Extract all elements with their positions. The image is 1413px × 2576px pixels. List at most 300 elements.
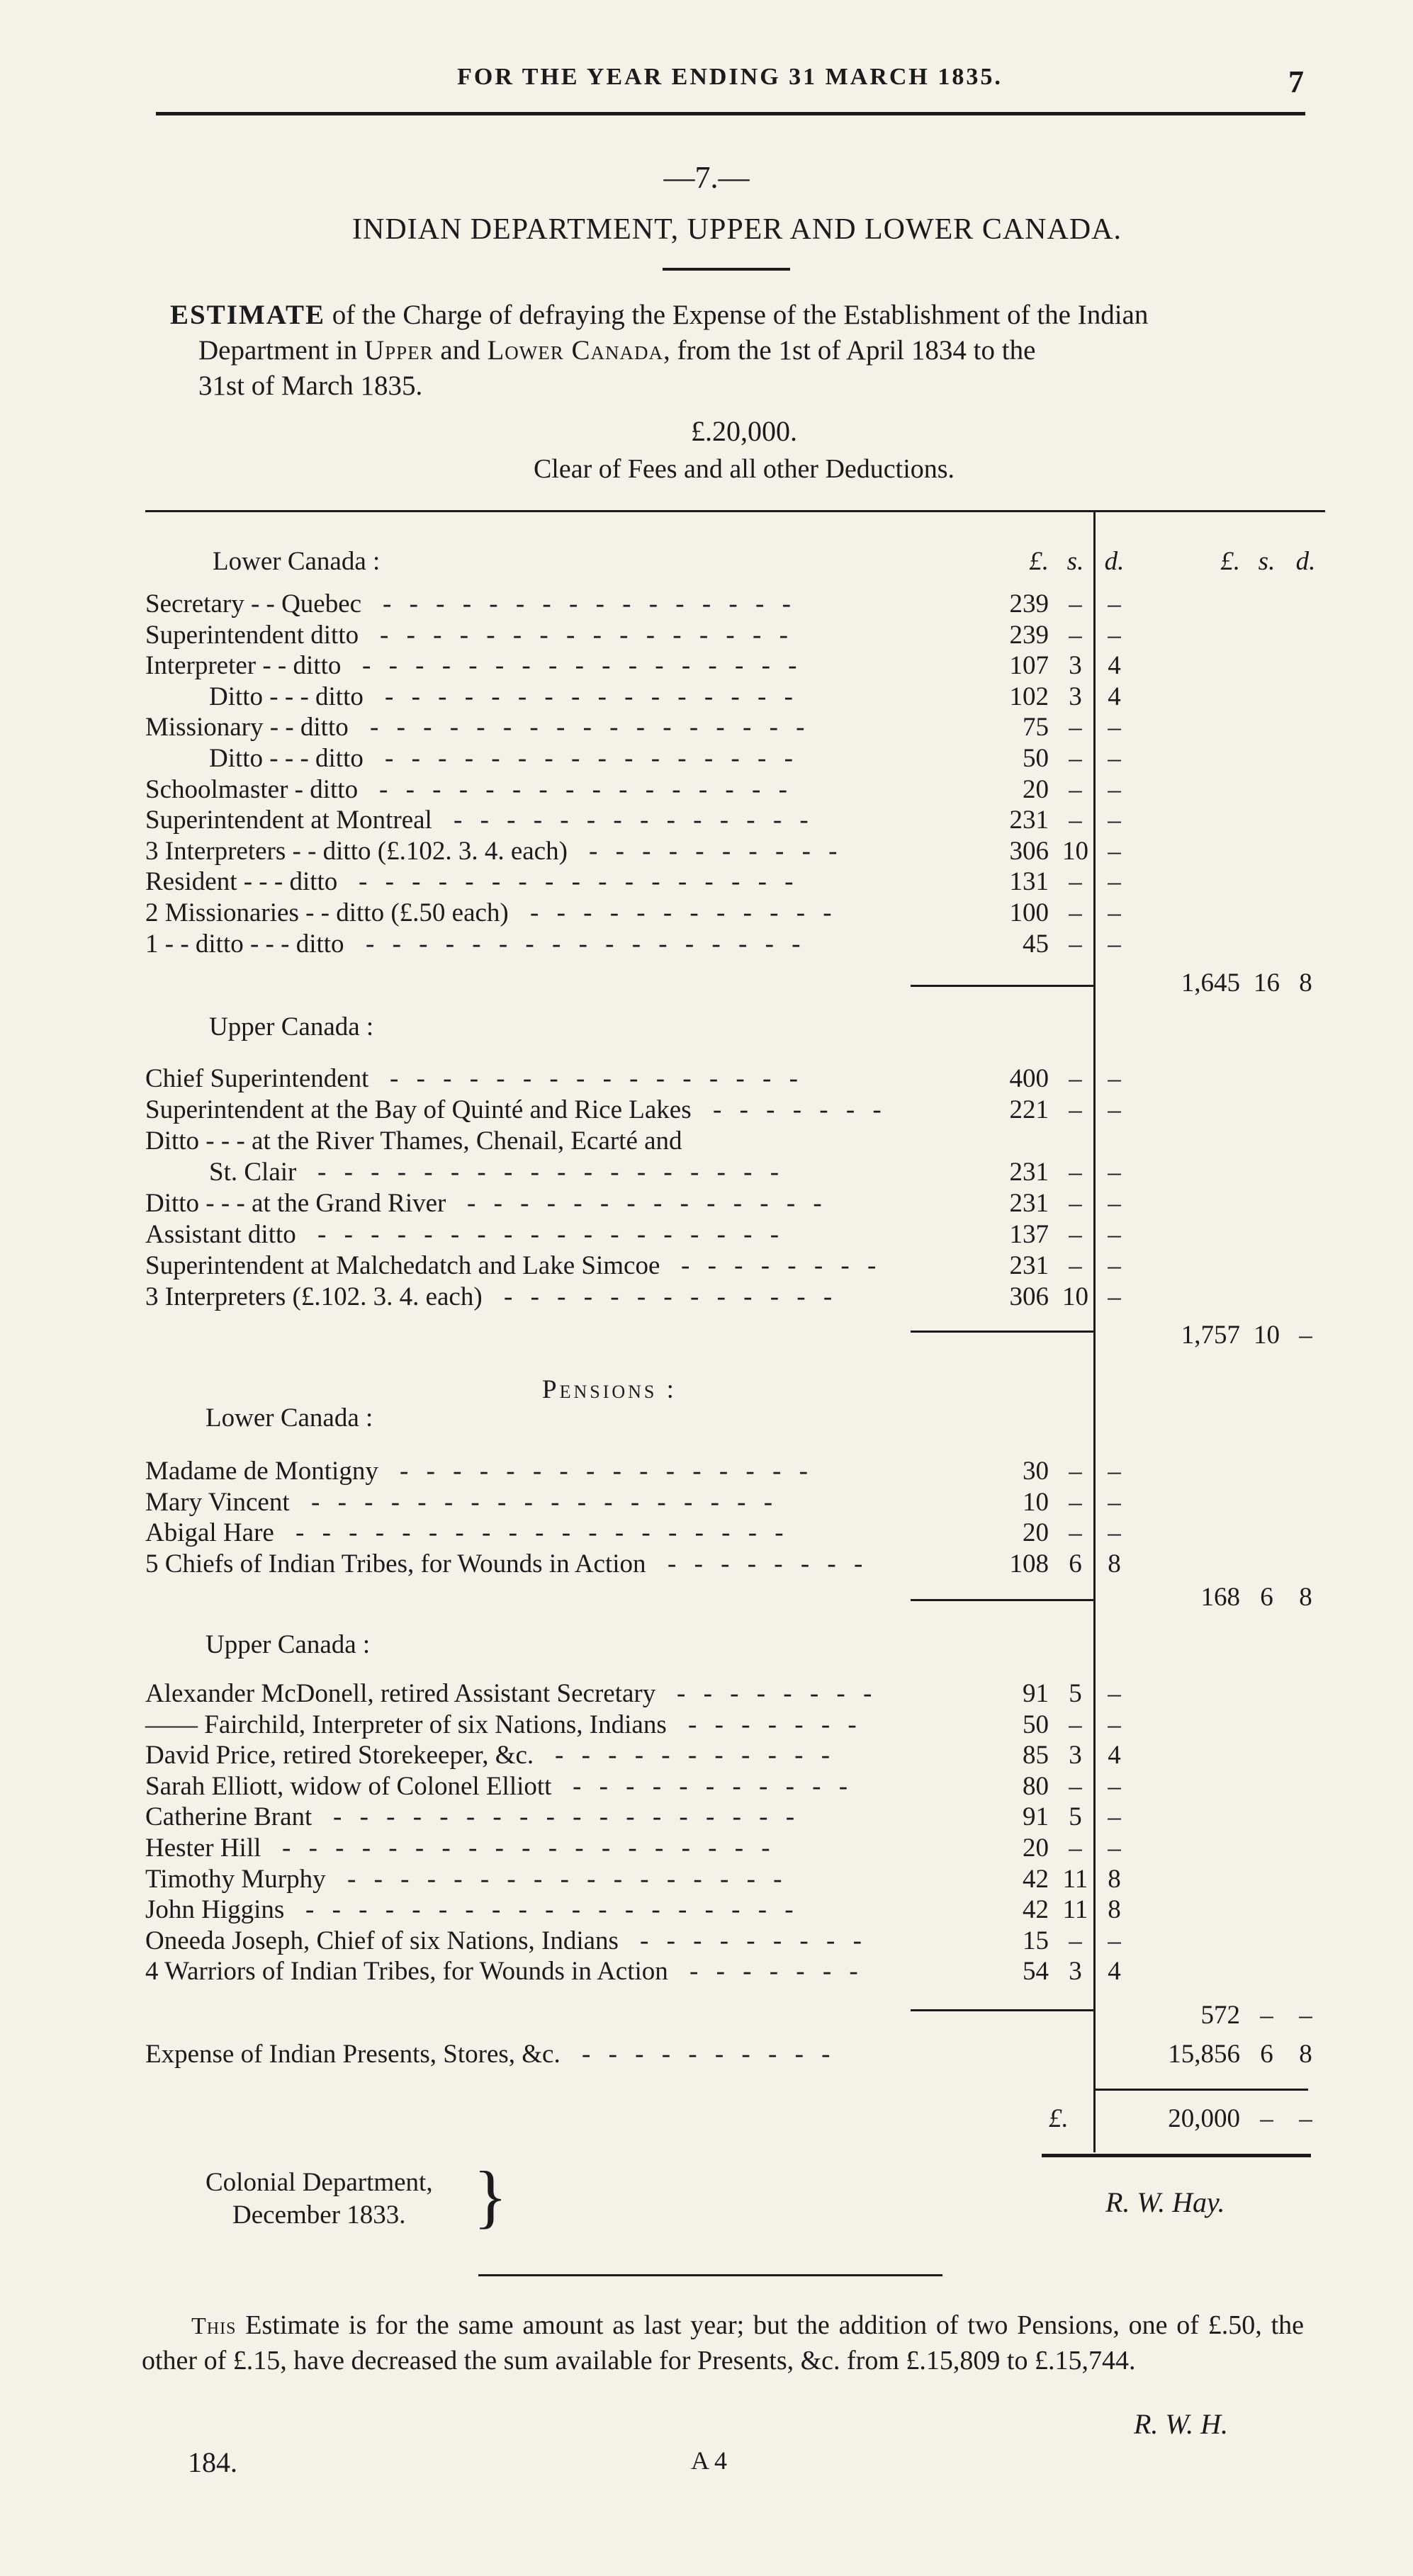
total-pounds: 572 [1200,2001,1240,2030]
row-label: Schoolmaster - ditto [145,774,359,804]
estimate-lead: ESTIMATE [170,300,325,330]
pence-cell: 4 [1108,651,1121,681]
row-label: Resident - - - ditto [145,867,338,897]
dateline-lines [206,2167,433,2232]
table-row [145,1455,1325,1488]
grand-total [1098,2103,1325,2135]
row-label: John Higgins [145,1895,285,1925]
pensions-upper-total-row [145,1999,1325,2032]
pence-cell: – [1108,620,1121,650]
row-label: Superintendent ditto [145,620,359,650]
shillings-cell: – [1069,1710,1082,1739]
row-amount [939,774,1137,806]
total-pounds: 1,757 [1181,1321,1240,1350]
pounds-cell: 20 [1023,1834,1049,1863]
folio: 184. [188,2446,237,2478]
shillings-cell: – [1069,1064,1082,1093]
initials: R. W. H. [1134,2408,1228,2440]
presents-rule [1096,2089,1308,2091]
row-amount [939,1678,1137,1710]
table-row [145,1187,1325,1220]
total-pounds: 168 [1200,1583,1240,1612]
pounds-cell: 108 [1009,1549,1049,1578]
estimate-amount: £.20,000. [691,415,797,447]
pounds-cell: 20 [1023,774,1049,804]
leader-dots: - - - - - - - - - - - - - - - - - [366,929,801,959]
table-row [145,1156,1325,1189]
leader-dots: - - - - - - - - - - - - - - - - - [362,651,797,681]
pence-cell: – [1108,867,1121,897]
row-label: Ditto - - - ditto [209,682,364,711]
row-label: Superintendent at Montreal [145,806,432,835]
pounds-cell: 15 [1023,1926,1049,1955]
shillings-cell: 11 [1062,1864,1088,1894]
leader-dots: - - - - - - - [688,1710,857,1739]
table-row [145,1894,1325,1926]
row-amount [939,650,1137,682]
pounds-cell: 102 [1009,682,1049,711]
shillings-cell: – [1069,1158,1082,1187]
pensions-lower-heading: Lower Canada : [206,1403,373,1433]
shillings-cell: 3 [1069,1741,1082,1770]
row-label: Ditto - - - at the River Thames, Chenail, Ecarté and [145,1126,682,1156]
note-lead: This [191,2313,237,2339]
leader-dots: - - - - - - - - - - - - - - - - - - - [282,1834,770,1863]
row-label: 5 Chiefs of Indian Tribes, for Wounds in Action [145,1549,646,1578]
shillings-cell: – [1069,589,1082,618]
title-rule [663,268,790,271]
table-row [145,1517,1325,1549]
row-amount [939,1219,1137,1251]
upper-canada-total [1098,1319,1325,1352]
row-amount [939,897,1137,930]
divider-rule [478,2274,942,2276]
lower-canada-heading: Lower Canada : [213,547,381,576]
leader-dots: - - - - - - - - - - - [573,1771,848,1801]
pence-cell: – [1108,713,1121,742]
pounds-cell: 91 [1023,1679,1049,1708]
pounds-cell: 306 [1009,836,1049,866]
row-label: Missionary - - ditto [145,713,349,742]
row-label: 1 - - ditto - - - ditto [145,929,344,959]
leader-dots: - - - - - - - - - - - - - - - - [400,1457,808,1486]
pence-cell: – [1108,1487,1121,1517]
shillings-cell: – [1069,1189,1082,1218]
shillings-cell: – [1069,1251,1082,1280]
pence-cell: – [1108,1771,1121,1801]
shillings-cell: – [1069,929,1082,959]
table-row [145,866,1325,898]
row-label: St. Clair [209,1158,297,1187]
pensions-heading: Pensions : [542,1375,677,1404]
pence-cell: – [1108,744,1121,773]
leader-dots: - - - - - - - - - - - - - - [454,806,809,835]
pounds-cell: 85 [1023,1741,1049,1770]
shillings-cell: 3 [1069,682,1082,711]
pounds-cell: 400 [1009,1064,1049,1093]
pounds-cell: 131 [1009,867,1049,897]
presents-pence: 8 [1299,2040,1312,2069]
pence-cell: 4 [1108,1741,1121,1770]
total-pounds: 1,645 [1181,968,1240,998]
table-row [145,1094,1325,1126]
shillings-cell: 5 [1069,1679,1082,1708]
row-amount [939,1739,1137,1772]
row-label: Chief Superintendent [145,1064,369,1093]
leader-dots: - - - - - - - - - - - - - - - - - - - [305,1895,794,1925]
row-label: Ditto - - - ditto [209,744,364,773]
pence-cell: – [1108,589,1121,618]
pence-cell: – [1108,806,1121,835]
row-amount [939,742,1137,775]
row-amount [939,619,1137,652]
shillings-cell: – [1069,898,1082,927]
pence-cell: – [1108,1095,1121,1124]
table-row [145,1770,1325,1803]
leader-dots: - - - - - - - - - - - - - - - - [385,744,793,773]
table-row [145,588,1325,621]
row-amount [939,1455,1137,1488]
row-label: Assistant ditto [145,1220,296,1249]
pence-header: d. [1104,547,1125,576]
shillings-cell: 3 [1069,1957,1082,1987]
leader-dots: - - - - - - - - [681,1251,877,1280]
upper-canada-heading: Upper Canada : [209,1012,374,1041]
table-row [145,1739,1325,1772]
section-number: —7.— [663,160,750,195]
row-label: Mary Vincent [145,1487,290,1517]
estimate-text-1: of the Charge of defraying the Expense of the Establishment of the Indian [332,300,1149,330]
row-amount [939,1486,1137,1519]
pounds-cell: 42 [1023,1864,1049,1894]
pounds-cell: 30 [1023,1457,1049,1486]
leader-dots: - - - - - - - - - - [582,2040,831,2069]
leader-dots: - - - - - - - - - - - - - - - - [380,620,788,650]
row-amount [939,588,1137,621]
table-row [145,1250,1325,1282]
row-label: —— Fairchild, Interpreter of six Nations, Indians [145,1710,667,1739]
leader-dots: - - - - - - - - - [640,1926,862,1955]
table-row [145,1063,1325,1095]
total-pence: 8 [1299,1583,1312,1612]
pounds-cell: 221 [1009,1095,1049,1124]
shillings-cell: 3 [1069,651,1082,681]
presents-label: Expense of Indian Presents, Stores, &c. [145,2040,561,2069]
pounds-cell: 231 [1009,1158,1049,1187]
pounds-cell: 306 [1009,1282,1049,1311]
leader-dots: - - - - - - - - - - - - - - - - - - [311,1487,773,1517]
note-text: Estimate is for the same amount as last year; but the addition of two Pensions, one of £.50, the other of £.15, have decreased the sum available for Presents, &c. from £.15,809 to £.15,744. [142,2310,1304,2376]
pounds-cell: 239 [1009,620,1049,650]
presents-shillings: 6 [1260,2040,1273,2069]
estimate-text-2a: Department in [198,335,358,366]
shillings-cell: 10 [1062,836,1088,866]
dateline-department: Colonial Department, [206,2168,433,2197]
total-shillings: 10 [1254,1321,1280,1350]
pounds-cell: 107 [1009,651,1049,681]
pensions-lower-total [1098,1581,1325,1614]
clear-of-fees: Clear of Fees and all other Deductions. [533,454,955,484]
shillings-header: s. [1066,547,1084,576]
leader-dots: - - - - - - - - - - - - - - - - [390,1064,798,1093]
running-head [156,64,1304,106]
total-pence: 8 [1299,968,1312,998]
estimate-line-2 [170,333,1311,368]
shillings-cell: – [1069,1834,1082,1863]
table-row [145,1863,1325,1896]
row-label: Oneeda Joseph, Chief of six Nations, Indians [145,1926,619,1955]
leader-dots: - - - - - - - - - - - - - - - - - - [317,1158,779,1187]
leader-dots: - - - - - - - - - - - - - - - - - [347,1864,782,1894]
row-label: Superintendent at the Bay of Quinté and Rice Lakes [145,1095,692,1124]
shillings-cell: 5 [1069,1802,1082,1832]
note-paragraph [142,2308,1304,2378]
table-row [145,1925,1325,1958]
shillings-cell: – [1069,1926,1082,1955]
presents-row [145,2038,1325,2071]
total-pence: – [1299,2001,1312,2030]
pounds-cell: 80 [1023,1771,1049,1801]
table-row [145,1832,1325,1865]
total-shillings: 6 [1260,1583,1273,1612]
pence-cell: – [1108,1251,1121,1280]
estimate-and: and [440,335,480,366]
row-amount [939,1925,1137,1958]
pence-cell: – [1108,1158,1121,1187]
shillings-cell: – [1069,806,1082,835]
pounds-cell: 75 [1023,713,1049,742]
pounds-cell: 231 [1009,806,1049,835]
grand-total-pence: – [1299,2104,1312,2133]
table-row [145,742,1325,775]
row-label: 3 Interpreters - - ditto (£.102. 3. 4. each) [145,836,568,866]
pence-header-total: d. [1295,547,1316,576]
table-row [145,835,1325,868]
upper-smallcaps: Upper [364,335,434,366]
table-row [145,928,1325,961]
leader-dots: - - - - - - - - - - - - - - - - - - - [295,1518,784,1547]
shillings-cell: – [1069,1518,1082,1547]
pence-cell: 8 [1108,1549,1121,1578]
pounds-cell: 42 [1023,1895,1049,1925]
row-label: Abigal Hare [145,1518,274,1547]
leader-dots: - - - - - - - [689,1957,858,1987]
row-amount [939,1281,1137,1314]
leader-dots: - - - - - - - - [668,1549,863,1578]
pence-cell: – [1108,1064,1121,1093]
row-amount [939,1863,1137,1896]
row-amount [939,835,1137,868]
brace: } [473,2157,507,2235]
leader-dots: - - - - - - - - - - - - - [504,1282,833,1311]
pence-cell: – [1108,1220,1121,1249]
pence-cell: – [1108,836,1121,866]
row-amount [939,1770,1137,1803]
leader-dots: - - - - - - - - - - - - - - - - - - [317,1220,779,1249]
pensions-upper-total [1098,1999,1325,2032]
pounds-cell: 231 [1009,1251,1049,1280]
estimate-paragraph [170,298,1311,404]
row-amount [939,1709,1137,1741]
row-label: Secretary - - Quebec [145,589,362,618]
row-label: Superintendent at Malchedatch and Lake Simcoe [145,1251,660,1280]
row-amount [939,1832,1137,1865]
leader-dots: - - - - - - - - - - - - - - - - - - [333,1802,795,1832]
row-amount [939,1063,1137,1095]
table-row [145,1219,1325,1251]
total-pence: – [1299,1321,1312,1350]
grand-total-rule [1042,2154,1311,2157]
shillings-cell: – [1069,1457,1082,1486]
pounds-cell: 10 [1023,1487,1049,1517]
signature-mark: A 4 [691,2446,728,2475]
pounds-cell: 239 [1009,589,1049,618]
row-amount [939,928,1137,961]
row-amount [939,804,1137,837]
leader-dots: - - - - - - - - - - - - - - - - [385,682,793,711]
row-label: Alexander McDonell, retired Assistant Secretary [145,1679,656,1708]
shillings-cell: – [1069,744,1082,773]
grand-total-pounds: 20,000 [1168,2104,1240,2133]
dateline [206,2167,433,2232]
head-rule [156,112,1305,115]
table-row [145,804,1325,837]
shillings-cell: – [1069,620,1082,650]
estimate-text-2b: , from the 1st of April 1834 to the [663,335,1036,366]
shillings-cell: – [1069,867,1082,897]
shillings-cell: – [1069,713,1082,742]
row-amount [939,1187,1137,1220]
pence-cell: – [1108,1189,1121,1218]
leader-dots: - - - - - - - - - - - - - - [467,1189,822,1218]
row-label: 3 Interpreters (£.102. 3. 4. each) [145,1282,483,1311]
row-amount [939,1548,1137,1581]
table-row [145,1125,1325,1158]
leader-dots: - - - - - - - - [677,1679,872,1708]
pounds-header: £. [1029,547,1049,576]
leader-dots: - - - - - - - - - - - - - - - - [379,774,787,804]
shillings-cell: 6 [1069,1549,1082,1578]
pence-cell: – [1108,1802,1121,1832]
leader-dots: - - - - - - - [713,1095,882,1124]
row-amount [939,1094,1137,1126]
page-number: 7 [1288,64,1304,99]
total-shillings: – [1260,2001,1273,2030]
grand-total-symbol: £. [1049,2104,1069,2133]
table-row [145,897,1325,930]
row-amount [939,1894,1137,1926]
leader-dots: - - - - - - - - - - [589,836,838,866]
presents-pounds: 15,856 [1168,2040,1240,2069]
pence-cell: – [1108,1710,1121,1739]
row-amount [939,866,1137,898]
leader-dots: - - - - - - - - - - - - - - - - - [370,713,805,742]
table-row [145,619,1325,652]
row-label: 4 Warriors of Indian Tribes, for Wounds in Action [145,1957,668,1987]
total-column-headers [1098,546,1325,578]
estimate-text-3: 31st of March 1835. [198,371,423,401]
pence-cell: – [1108,1679,1121,1708]
row-label: Interpreter - - ditto [145,651,342,681]
row-amount [939,1801,1137,1834]
row-amount [939,1156,1137,1189]
pence-cell: 4 [1108,1957,1121,1987]
pence-cell: 4 [1108,682,1121,711]
row-amount [939,1250,1137,1282]
pounds-cell: 50 [1023,744,1049,773]
table-row [145,1486,1325,1519]
shillings-header-total: s. [1258,547,1276,576]
grand-total-row [145,2103,1325,2135]
row-amount [939,711,1137,744]
row-label: Sarah Elliott, widow of Colonel Elliott [145,1771,552,1801]
pence-cell: – [1108,929,1121,959]
presents-amount [1098,2038,1325,2071]
pensions-lower-total-row [145,1581,1325,1614]
shillings-cell: – [1069,1487,1082,1517]
signature: R. W. Hay. [1105,2186,1225,2218]
running-title: FOR THE YEAR ENDING 31 MARCH 1835. [457,64,1003,90]
pensions-upper-heading: Upper Canada : [206,1630,371,1659]
table-row [145,1678,1325,1710]
shillings-cell: 11 [1062,1895,1088,1925]
dateline-date: December 1833. [232,2201,406,2230]
pence-cell: – [1108,1926,1121,1955]
table-row [145,711,1325,744]
shillings-cell: 10 [1062,1282,1088,1311]
pounds-cell: 91 [1023,1802,1049,1832]
lower-smallcaps: Lower Canada [487,335,664,366]
row-label: David Price, retired Storekeeper, &c. [145,1741,534,1770]
row-amount [939,681,1137,713]
pence-cell: – [1108,1282,1121,1311]
row-amount [939,1517,1137,1549]
shillings-cell: – [1069,774,1082,804]
pence-cell: – [1108,1518,1121,1547]
pence-cell: 8 [1108,1864,1121,1894]
row-label: 2 Missionaries - - ditto (£.50 each) [145,898,509,927]
pounds-cell: 50 [1023,1710,1049,1739]
table-row [145,1801,1325,1834]
pounds-cell: 137 [1009,1220,1049,1249]
table-row [145,1955,1325,1988]
pounds-cell: 54 [1023,1957,1049,1987]
leader-dots: - - - - - - - - - - - [555,1741,831,1770]
shillings-cell: – [1069,1771,1082,1801]
pence-cell: – [1108,1834,1121,1863]
row-amount [939,1955,1137,1988]
lower-canada-total-row [145,967,1325,1000]
table-row [145,1709,1325,1741]
grand-total-shillings: – [1260,2104,1273,2133]
leader-dots: - - - - - - - - - - - - - - - - [383,589,791,618]
table-row [145,681,1325,713]
table-row [145,650,1325,682]
table-row [145,1548,1325,1581]
upper-canada-total-row [145,1319,1325,1352]
row-label: Ditto - - - at the Grand River [145,1189,446,1218]
leader-dots: - - - - - - - - - - - - - - - - - [359,867,794,897]
pounds-cell: 20 [1023,1518,1049,1547]
table-row [145,774,1325,806]
shillings-cell: – [1069,1095,1082,1124]
row-label: Hester Hill [145,1834,261,1863]
column-header-row [145,546,1325,578]
pounds-cell: 100 [1009,898,1049,927]
row-label: Madame de Montigny [145,1457,378,1486]
pence-cell: – [1108,774,1121,804]
leader-dots: - - - - - - - - - - - - [530,898,832,927]
